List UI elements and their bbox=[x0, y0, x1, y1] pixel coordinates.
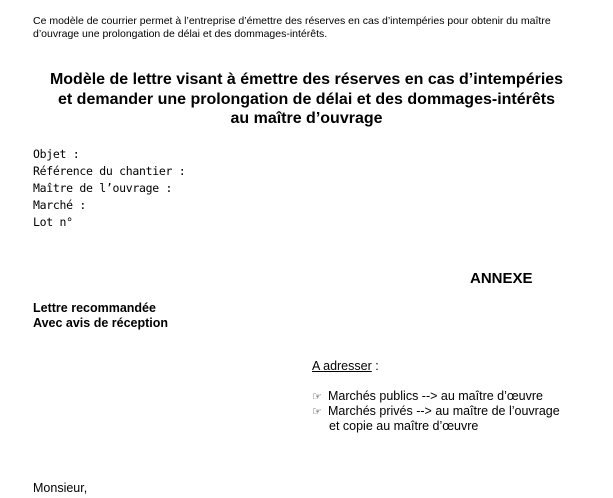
letter-fields bbox=[33, 146, 185, 231]
title-line: au maître d’ouvrage bbox=[230, 110, 383, 127]
list-item-text: Marchés publics --> au maître d’œuvre bbox=[328, 389, 544, 403]
salutation: Monsieur, bbox=[33, 481, 88, 495]
intro-line: Ce modèle de courrier permet à l’entreprise d’émettre des réserves en cas d’intempéries pour obtenir du maître bbox=[33, 15, 551, 27]
annexe-heading: ANNEXE bbox=[470, 270, 533, 287]
address-heading bbox=[312, 359, 379, 374]
intro-note bbox=[33, 15, 593, 41]
list-item-text: Marchés privés --> au maître de l’ouvrage bbox=[328, 404, 560, 418]
address-label: A adresser bbox=[312, 359, 372, 373]
list-item-continuation: et copie au maître d’œuvre bbox=[329, 419, 479, 433]
field-lot: Lot n° bbox=[33, 215, 73, 229]
list-item bbox=[312, 404, 560, 419]
registered-line: Avec avis de réception bbox=[33, 316, 169, 330]
hand-pointing-icon: ☞ bbox=[312, 390, 322, 403]
hand-pointing-icon: ☞ bbox=[312, 405, 322, 418]
address-label-suffix: : bbox=[371, 359, 379, 373]
registered-line: Lettre recommandée bbox=[33, 301, 156, 315]
address-list bbox=[312, 389, 560, 434]
intro-line: d’ouvrage une prolongation de délai et des dommages-intérêts. bbox=[33, 28, 328, 40]
field-objet: Objet : bbox=[33, 147, 80, 161]
field-marche: Marché : bbox=[33, 198, 86, 212]
field-reference-chantier: Référence du chantier : bbox=[33, 164, 186, 178]
document-title bbox=[20, 70, 593, 129]
title-line: et demander une prolongation de délai et des dommages-intérêts bbox=[58, 90, 555, 108]
title-line: Modèle de lettre visant à émettre des réserves en cas d’intempéries bbox=[49, 71, 564, 88]
list-item bbox=[312, 389, 560, 404]
field-maitre-ouvrage: Maître de l’ouvrage : bbox=[33, 181, 173, 195]
registered-mail-note bbox=[33, 301, 168, 331]
